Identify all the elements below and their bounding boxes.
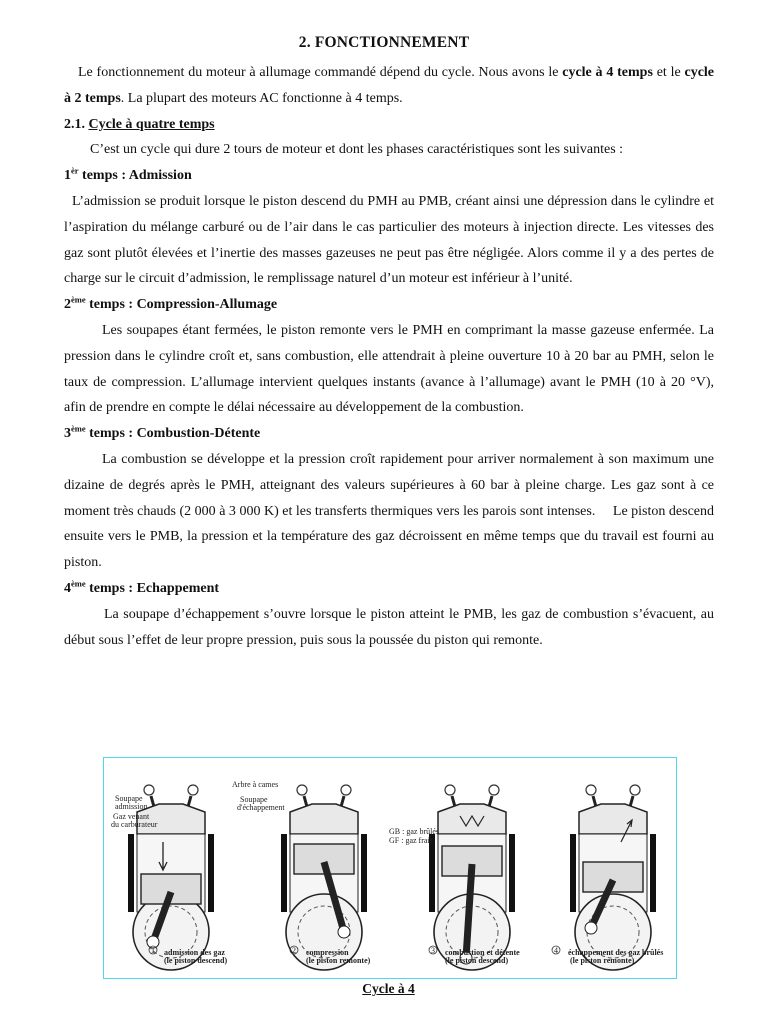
subsection-number: 2.1. <box>64 116 85 132</box>
label-gf: GF : gaz frais <box>389 836 433 845</box>
engine-stage-2 <box>284 785 364 970</box>
temps-3-text: La combustion se développe et la pression croît rapidement pour arriver normalement à son maximum une dizaine de degrés après le PMH, atteignant des valeurs supérieures à 60 bar à pleine charge. Les gaz sont à ce moment très chauds (2 000 à 3 000 K) et les transferts thermiques vers les parois sont intenses. Le piston descend ensuite vers le PMB, la pression et la température des gaz décroissent en même temps que du travail est fourni au piston. <box>64 451 718 571</box>
engine-diagram <box>104 758 678 980</box>
temps-3-sup: ème <box>71 423 86 434</box>
temps-2-title: temps : Compression-Allumage <box>85 297 278 313</box>
temps-1-sup: èr <box>71 165 79 176</box>
temps-1-title: temps : Admission <box>78 168 192 184</box>
temps-1-text: L’admission se produit lorsque le piston descend du PMH au PMB, créant ainsi une dépression dans le cylindre et l’aspiration du mélange carburé ou de l’air dans le cas particulier des moteurs à injection directe. Les vitesses des gaz sont plutôt élevées et l’inertie des masses gazeuses ne peut pas être négligée. Alors comme il y a des pertes de charge sur le circuit d’admission, le remplissage naturel d’un moteur est inférieur à l’unité. <box>64 193 714 287</box>
intro-text-1: Le fonctionnement du moteur à allumage commandé dépend du cycle. Nous avons le <box>78 65 563 80</box>
intro-text-3: . La plupart des moteurs AC fonctionne à 4 temps. <box>120 90 403 106</box>
stage-1-sub: (le piston descend) <box>164 956 228 965</box>
temps-2-text: Les soupapes étant fermées, le piston remonte vers le PMH en comprimant la masse gazeuse enfermée. La pression dans le cylindre croît et, sans combustion, elle attendrait à pleine ouverture 10 à 20 bar au PMH, selon le taux de compression. L’allumage intervient quelques instants (avance à l’allumage) avant le PMH (10 à 20 °V), afin de prendre en compte le délai nécessaire au développement de la combustion. <box>64 322 714 416</box>
stage-labels <box>149 946 663 965</box>
stage-4-name: échappement des gaz brûlés <box>568 948 664 957</box>
intro-bold-cycle2: cycle à 2 temps <box>64 65 715 106</box>
label-soupape-ech-2: d'échappement <box>237 803 285 812</box>
document-body <box>64 60 718 653</box>
stage-4-num: 4 <box>554 946 558 955</box>
label-gaz-venant: Gaz venant <box>113 812 150 821</box>
stage-2-sub: (le piston remonte) <box>306 956 371 965</box>
stage-1-name: admission des gaz <box>164 948 225 957</box>
temps-1-heading <box>64 163 714 189</box>
label-gb: GB : gaz brûlés <box>389 827 439 836</box>
temps-1-num: 1 <box>64 168 71 184</box>
temps-4-text: La soupape d’échappement s’ouvre lorsque le piston atteint le PMB, les gaz de combustion s’évacuent, au début sous l’effet de leur propre pression, puis sous la poussée du piston qui remonte. <box>64 606 714 648</box>
temps-3-num: 3 <box>64 426 71 442</box>
section-title: 2. FONCTIONNEMENT <box>298 34 470 51</box>
intro-bold-cycle4: cycle à 4 temps <box>562 65 653 80</box>
stage-3-name: combustion et détente <box>445 948 520 957</box>
stage-2-name: compression <box>306 948 349 957</box>
four-stroke-figure <box>103 757 677 979</box>
temps-2-heading <box>64 292 714 318</box>
cycle-intro: C’est un cycle qui dure 2 tours de moteur et dont les phases caractéristiques sont les suivantes : <box>90 142 624 158</box>
temps-3-title: temps : Combustion-Détente <box>85 426 261 442</box>
engine-stage-4 <box>573 785 653 970</box>
label-soupape-adm: Soupape <box>115 794 143 803</box>
temps-4-sup: ème <box>71 578 86 589</box>
engine-stage-3 <box>432 785 512 970</box>
temps-2-sup: ème <box>71 294 86 305</box>
stage-3-num: 3 <box>431 946 435 955</box>
stage-2-num: 2 <box>292 946 296 955</box>
subsection-title: Cycle à quatre temps <box>88 116 215 132</box>
stage-3-sub: (le piston descend) <box>445 956 509 965</box>
stage-4-sub: (le piston remonte) <box>570 956 635 965</box>
subsection-heading <box>64 112 714 138</box>
label-gaz-venant-2: du carburateur <box>111 820 158 829</box>
temps-4-title: temps : Echappement <box>85 580 220 596</box>
label-arbre: Arbre à cames <box>232 780 279 789</box>
stage-1-num: 1 <box>151 946 155 955</box>
temps-2-num: 2 <box>64 297 71 313</box>
intro-text-2: et le <box>652 65 685 80</box>
temps-3-heading <box>64 421 714 447</box>
label-soupape-adm-2: admission <box>115 802 148 811</box>
temps-4-heading <box>64 576 714 602</box>
figure-caption: Cycle à 4 <box>362 981 415 996</box>
label-soupape-ech: Soupape <box>240 795 268 804</box>
temps-4-num: 4 <box>64 580 71 596</box>
intro-paragraph <box>64 60 714 112</box>
